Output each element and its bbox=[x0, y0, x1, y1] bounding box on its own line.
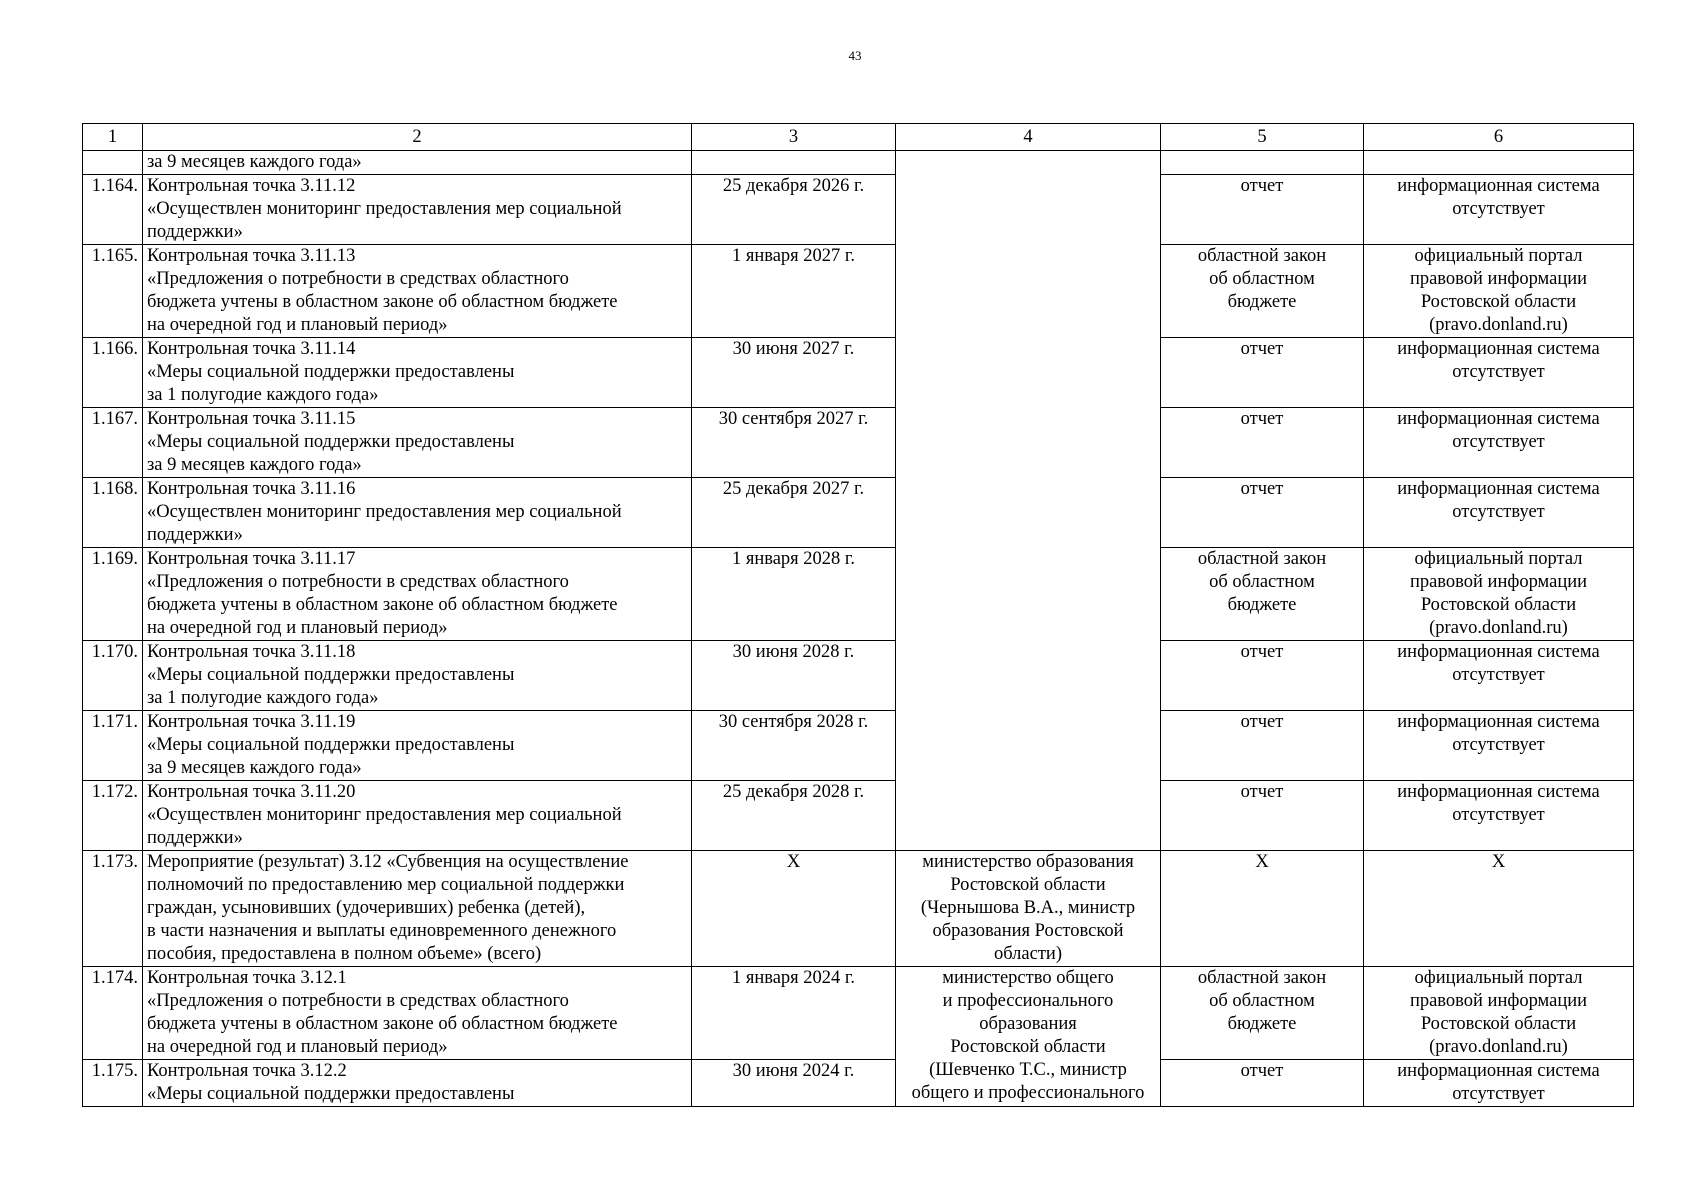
table-row bbox=[83, 1060, 1634, 1107]
responsible-cell bbox=[896, 151, 1161, 851]
table-row bbox=[83, 851, 1634, 967]
document-cell bbox=[1161, 151, 1364, 175]
date-cell: X bbox=[692, 851, 896, 967]
header-cell: 2 bbox=[143, 124, 692, 151]
plan-table bbox=[82, 123, 1634, 1107]
date-cell bbox=[692, 151, 896, 175]
number-cell: 1.175. bbox=[83, 1060, 143, 1107]
date-cell: 30 июня 2024 г. bbox=[692, 1060, 896, 1107]
number-cell: 1.165. bbox=[83, 245, 143, 338]
description-cell: Контрольная точка 3.11.14 «Меры социальной поддержки предоставлены за 1 полугодие каждого года» bbox=[143, 338, 692, 408]
document-cell: областной закон об областном бюджете bbox=[1161, 967, 1364, 1060]
document-cell: X bbox=[1161, 851, 1364, 967]
page-number: 43 bbox=[848, 48, 862, 63]
description-cell: Контрольная точка 3.11.12 «Осуществлен мониторинг предоставления мер социальной поддержки» bbox=[143, 175, 692, 245]
table-row bbox=[83, 151, 1634, 175]
table-row bbox=[83, 548, 1634, 641]
description-cell: Контрольная точка 3.11.13 «Предложения о потребности в средствах областного бюджета учтены в областном законе об областном бюджете на очередной год и плановый период» bbox=[143, 245, 692, 338]
description-cell: Контрольная точка 3.11.15 «Меры социальной поддержки предоставлены за 9 месяцев каждого года» bbox=[143, 408, 692, 478]
date-cell: 30 июня 2027 г. bbox=[692, 338, 896, 408]
system-cell: информационная система отсутствует bbox=[1364, 641, 1634, 711]
system-cell: информационная система отсутствует bbox=[1364, 1060, 1634, 1107]
table-row bbox=[83, 245, 1634, 338]
number-cell: 1.172. bbox=[83, 781, 143, 851]
description-cell: Контрольная точка 3.12.2 «Меры социальной поддержки предоставлены bbox=[143, 1060, 692, 1107]
system-cell: официальный портал правовой информации Ростовской области (pravo.donland.ru) bbox=[1364, 245, 1634, 338]
header-row bbox=[83, 124, 1634, 151]
system-cell: информационная система отсутствует bbox=[1364, 408, 1634, 478]
document-cell: отчет bbox=[1161, 1060, 1364, 1107]
system-cell: информационная система отсутствует bbox=[1364, 175, 1634, 245]
table-row bbox=[83, 408, 1634, 478]
table-row bbox=[83, 478, 1634, 548]
number-cell: 1.164. bbox=[83, 175, 143, 245]
table-row bbox=[83, 711, 1634, 781]
table-row bbox=[83, 781, 1634, 851]
description-cell: Контрольная точка 3.11.17 «Предложения о потребности в средствах областного бюджета учтены в областном законе об областном бюджете на очередной год и плановый период» bbox=[143, 548, 692, 641]
number-cell: 1.169. bbox=[83, 548, 143, 641]
description-cell: Контрольная точка 3.11.16 «Осуществлен мониторинг предоставления мер социальной поддержки» bbox=[143, 478, 692, 548]
number-cell bbox=[83, 151, 143, 175]
date-cell: 30 сентября 2027 г. bbox=[692, 408, 896, 478]
date-cell: 25 декабря 2028 г. bbox=[692, 781, 896, 851]
table-row bbox=[83, 175, 1634, 245]
document-cell: областной закон об областном бюджете bbox=[1161, 245, 1364, 338]
document-cell: областной закон об областном бюджете bbox=[1161, 548, 1364, 641]
date-cell: 1 января 2024 г. bbox=[692, 967, 896, 1060]
document-cell: отчет bbox=[1161, 478, 1364, 548]
number-cell: 1.168. bbox=[83, 478, 143, 548]
document-cell: отчет bbox=[1161, 711, 1364, 781]
date-cell: 1 января 2027 г. bbox=[692, 245, 896, 338]
system-cell: информационная система отсутствует bbox=[1364, 711, 1634, 781]
document-cell: отчет bbox=[1161, 408, 1364, 478]
responsible-cell: министерство общего и профессионального образования Ростовской области (Шевченко Т.С., министр общего и профессионального bbox=[896, 967, 1161, 1107]
number-cell: 1.171. bbox=[83, 711, 143, 781]
description-cell: Мероприятие (результат) 3.12 «Субвенция на осуществление полномочий по предоставлению мер социальной поддержки граждан, усыновивших (удочеривших) ребенка (детей), в части назначения и выплаты единовременного денежного пособия, предоставлена в полном объеме» (всего) bbox=[143, 851, 692, 967]
document-cell: отчет bbox=[1161, 641, 1364, 711]
header-cell: 3 bbox=[692, 124, 896, 151]
description-cell: Контрольная точка 3.11.18 «Меры социальной поддержки предоставлены за 1 полугодие каждого года» bbox=[143, 641, 692, 711]
system-cell: информационная система отсутствует bbox=[1364, 338, 1634, 408]
system-cell: информационная система отсутствует bbox=[1364, 781, 1634, 851]
system-cell bbox=[1364, 151, 1634, 175]
system-cell: официальный портал правовой информации Ростовской области (pravo.donland.ru) bbox=[1364, 967, 1634, 1060]
description-cell: Контрольная точка 3.12.1 «Предложения о потребности в средствах областного бюджета учтены в областном законе об областном бюджете на очередной год и плановый период» bbox=[143, 967, 692, 1060]
number-cell: 1.170. bbox=[83, 641, 143, 711]
header-cell: 1 bbox=[83, 124, 143, 151]
responsible-cell: министерство образования Ростовской области (Чернышова В.А., министр образования Ростовской области) bbox=[896, 851, 1161, 967]
number-cell: 1.174. bbox=[83, 967, 143, 1060]
document-cell: отчет bbox=[1161, 175, 1364, 245]
number-cell: 1.173. bbox=[83, 851, 143, 967]
header-cell: 5 bbox=[1161, 124, 1364, 151]
description-cell: за 9 месяцев каждого года» bbox=[143, 151, 692, 175]
date-cell: 30 сентября 2028 г. bbox=[692, 711, 896, 781]
system-cell: официальный портал правовой информации Ростовской области (pravo.donland.ru) bbox=[1364, 548, 1634, 641]
system-cell: X bbox=[1364, 851, 1634, 967]
system-cell: информационная система отсутствует bbox=[1364, 478, 1634, 548]
description-cell: Контрольная точка 3.11.19 «Меры социальной поддержки предоставлены за 9 месяцев каждого года» bbox=[143, 711, 692, 781]
table-row bbox=[83, 338, 1634, 408]
date-cell: 25 декабря 2027 г. bbox=[692, 478, 896, 548]
document-cell: отчет bbox=[1161, 338, 1364, 408]
header-cell: 6 bbox=[1364, 124, 1634, 151]
description-cell: Контрольная точка 3.11.20 «Осуществлен мониторинг предоставления мер социальной поддержки» bbox=[143, 781, 692, 851]
date-cell: 1 января 2028 г. bbox=[692, 548, 896, 641]
date-cell: 30 июня 2028 г. bbox=[692, 641, 896, 711]
number-cell: 1.166. bbox=[83, 338, 143, 408]
number-cell: 1.167. bbox=[83, 408, 143, 478]
table-row bbox=[83, 967, 1634, 1060]
document-cell: отчет bbox=[1161, 781, 1364, 851]
date-cell: 25 декабря 2026 г. bbox=[692, 175, 896, 245]
header-cell: 4 bbox=[896, 124, 1161, 151]
table-row bbox=[83, 641, 1634, 711]
